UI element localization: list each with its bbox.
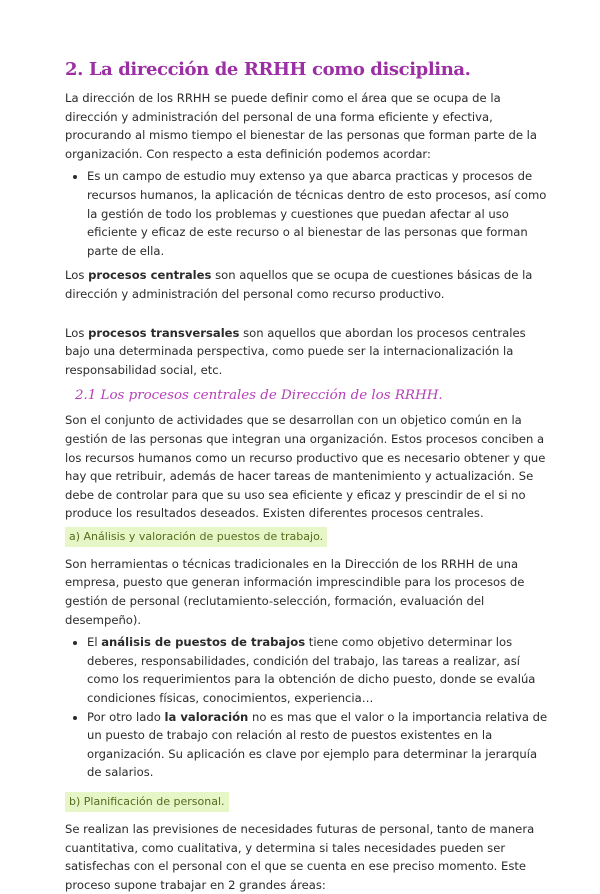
subsection-title: 2.1 Los procesos centrales de Dirección de los RRHH. [75,388,443,404]
section-title: 2. La dirección de RRHH como disciplina. [65,59,471,80]
intro-paragraph: La dirección de los RRHH se puede definir como el área que se ocupa de la dirección y administración del personal de una forma eficiente y efectiva, procurando al mismo tiempo el bienestar de las personas que forman parte de la organización. Con respecto a esta definición podemos acordar: [65,91,537,161]
section-a-bullet: • Por otro lado la valoración no es mas que el valor o la importancia relativa de un puesto de trabajo con relación al resto de puestos existentes en la organización. Su aplicación es clave por ejemplo para determinar la jerarquía de salarios. [87,708,548,782]
intro-bullet: • Es un campo de estudio muy extenso ya que abarca practicas y procesos de recursos humanos, la aplicación de técnicas dentro de esto procesos, así como la gestión de todo los problemas y cuestiones que puedan afectar al uso eficiente y eficaz de este recurso o al bienestar de las personas que forman parte de ella. [87,167,548,260]
section-a-list [65,633,548,782]
subsection-intro: Son el conjunto de actividades que se desarrollan con un objetico común en la gestión de las personas que integran una organización. Estos procesos conciben a los recursos humanos como un recurso productivo que es necesario obtener y que hay que retribuir, además de hacer tareas de mantenimiento y actualización. Se debe de controlar para que su uso sea eficiente y eficaz y prescindir de el si no produce los resultados deseados. Existen diferentes procesos centrales. [65,413,546,521]
section-b-heading: b) Planificación de personal. [65,792,229,812]
transversales-paragraph: Los procesos transversales son aquellos que abordan los procesos centrales bajo una determinada perspectiva, como puede ser la internacionalización la responsabilidad social, etc. [65,325,526,377]
section-a-heading: a) Análisis y valoración de puestos de trabajo. [65,527,327,547]
centrales-term: procesos centrales [88,268,212,283]
section-b-text: Se realizan las previsiones de necesidades futuras de personal, tanto de manera cuantitativa, como cualitativa, y determina si tales necesidades pueden ser satisfechas con el personal con el que se cuenta en ese preciso momento. Este proceso supone trabajar en 2 grandes áreas: [65,822,535,892]
centrales-paragraph: Los procesos centrales son aquellos que se ocupa de cuestiones básicas de la dirección y administración del personal como recurso productivo. [65,268,533,301]
intro-list [65,167,548,260]
section-a-bullet: • El análisis de puestos de trabajos tiene como objetivo determinar los deberes, responsabilidades, condición del trabajo, las tareas a realizar, así como los requerimientos para la obtención de dicho puesto, donde se evalúa condiciones físicas, conocimientos, experiencia… [87,633,548,707]
transversales-term: procesos transversales [88,325,240,340]
section-a-text: Son herramientas o técnicas tradicionales en la Dirección de los RRHH de una empresa, puesto que generan información imprescindible para los procesos de gestión de personal (reclutamiento-selección, formación, evaluación del desempeño). [65,556,525,627]
